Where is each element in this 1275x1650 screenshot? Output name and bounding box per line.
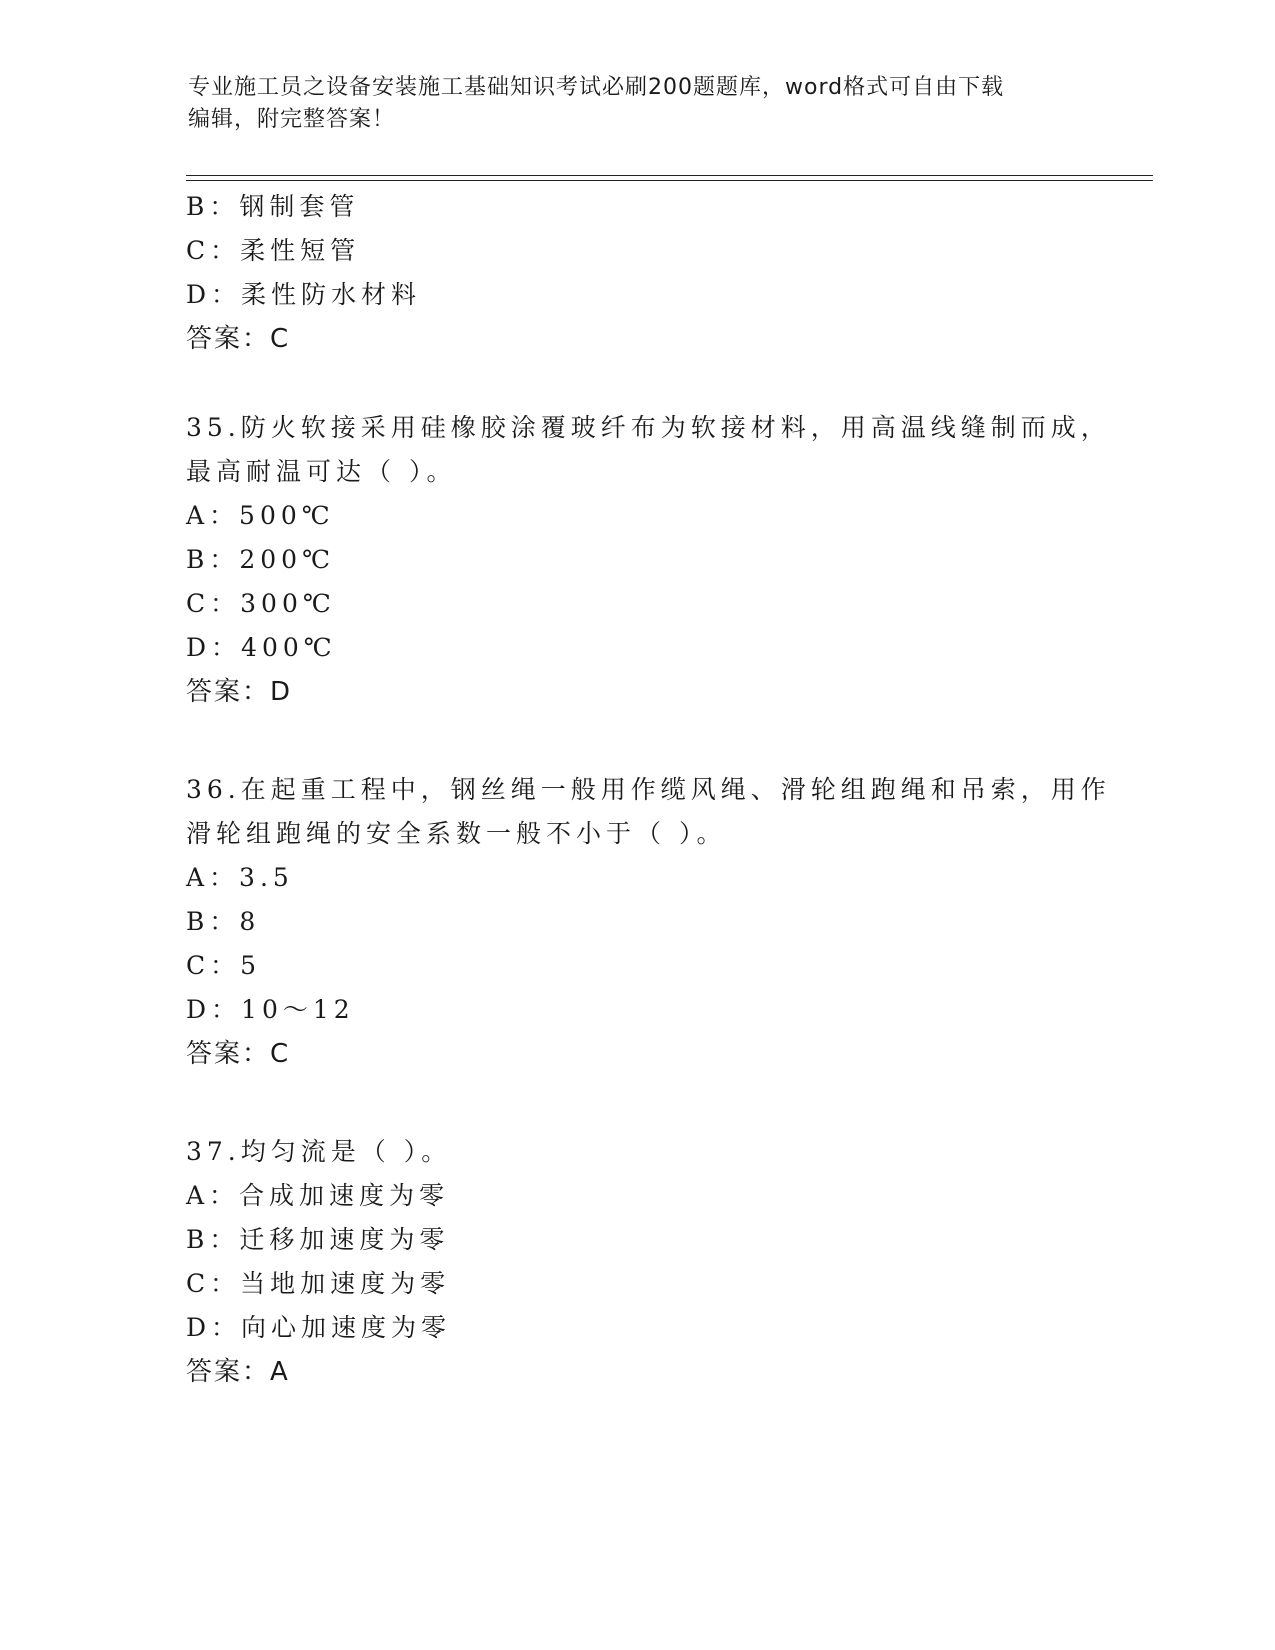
header-title-line1: 专业施工员之设备安装施工基础知识考试必刷200题题库，word格式可自由下载 xyxy=(188,75,1005,100)
q35-stem-line2: 最高耐温可达（ ）。 xyxy=(186,457,457,486)
q37-option-a: A：合成加速度为零 xyxy=(186,1181,450,1210)
q35-option-d: D：400℃ xyxy=(186,633,337,662)
q34-option-b: B：钢制套管 xyxy=(186,192,360,221)
header-divider-top xyxy=(186,175,1153,176)
q36-answer: 答案：C xyxy=(186,1039,291,1069)
q37-option-d: D：向心加速度为零 xyxy=(186,1313,452,1342)
q35-option-a: A：500℃ xyxy=(186,501,335,530)
q36-stem-line2: 滑轮组跑绳的安全系数一般不小于（ ）。 xyxy=(186,819,727,848)
header-title-line2: 编辑，附完整答案！ xyxy=(188,107,396,132)
q37-stem-line1: 37.均匀流是（ ）。 xyxy=(186,1137,452,1166)
q36-option-c: C：5 xyxy=(186,951,262,980)
q34-option-c: C：柔性短管 xyxy=(186,236,361,265)
document-header xyxy=(188,72,1088,136)
q35-answer: 答案：D xyxy=(186,677,293,707)
q35-stem-line1: 35.防火软接采用硅橡胶涂覆玻纤布为软接材料，用高温线缝制而成， xyxy=(186,413,1111,442)
q34-answer: 答案：C xyxy=(186,324,291,354)
q36-option-a: A：3.5 xyxy=(186,863,294,892)
q36-option-b: B：8 xyxy=(186,907,261,936)
q37-option-b: B：迁移加速度为零 xyxy=(186,1225,450,1254)
q37-option-c: C：当地加速度为零 xyxy=(186,1269,451,1298)
q36-option-d: D：10～12 xyxy=(186,995,355,1024)
q35-option-c: C：300℃ xyxy=(186,589,336,618)
q36-stem-line1: 36.在起重工程中，钢丝绳一般用作缆风绳、滑轮组跑绳和吊索，用作 xyxy=(186,775,1111,804)
q35-option-b: B：200℃ xyxy=(186,545,336,574)
q34-option-d: D：柔性防水材料 xyxy=(186,280,422,309)
header-divider-bottom xyxy=(186,180,1153,181)
q37-answer: 答案：A xyxy=(186,1357,290,1387)
